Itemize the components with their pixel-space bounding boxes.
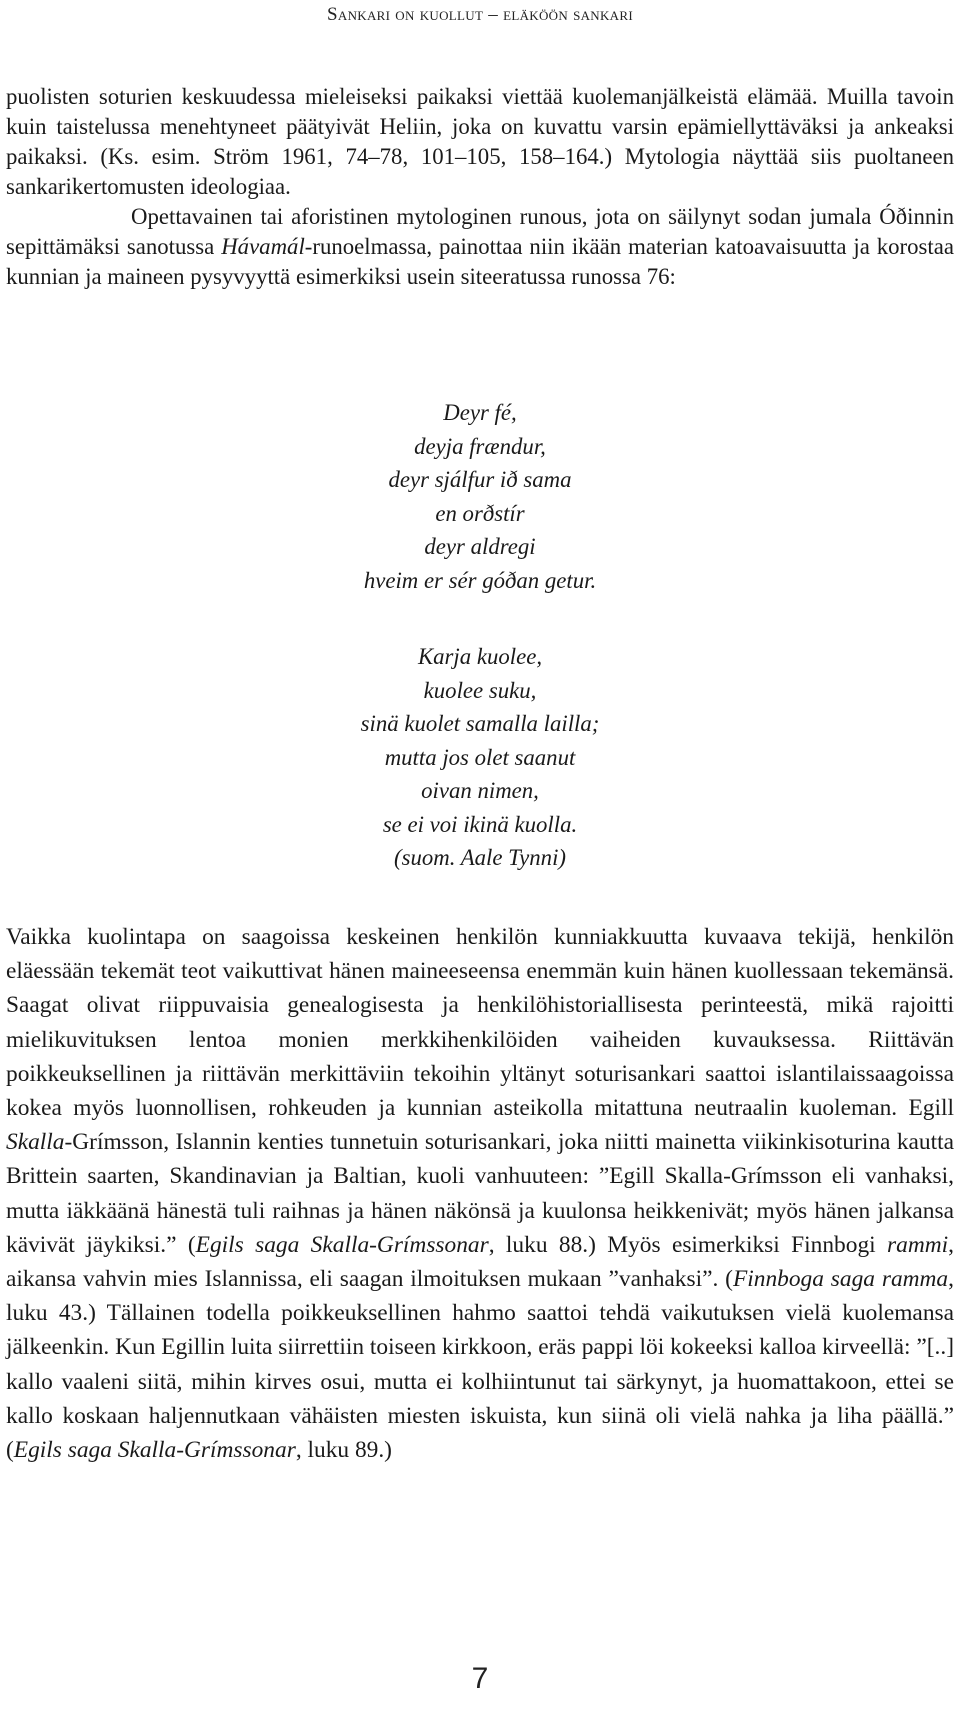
body-section-bottom bbox=[6, 920, 954, 1467]
paragraph-3 bbox=[6, 920, 954, 1467]
poem-original-line: deyr aldregi bbox=[424, 534, 536, 559]
poem-translation-line: sinä kuolet samalla lailla; bbox=[360, 711, 600, 736]
poem-original-line: Deyr fé, bbox=[443, 400, 517, 425]
poem-translation-line: Karja kuolee, bbox=[417, 644, 543, 669]
p3-text: -Grímsson, Islannin kenties tunnetuin soturisankari, joka niitti mainetta viikinkisoturina kautta Brittein saarten, Skandinavian ja Baltian, kuoli vanhuuteen: ”Egill Skalla-Grímsson eli vanhaksi, mutta iäkkäänä hänestä tuli raihnas ja hänen näkönsä ja kuulonsa heikkenivät; myös hänen jalkansa kävivät jäykiksi.” ( bbox=[6, 1129, 954, 1258]
poem-original-line: deyja frændur, bbox=[414, 433, 546, 459]
p3-italic: Egils saga Skalla-Grímssonar bbox=[13, 1437, 296, 1464]
poem-original-line: en orðstír bbox=[435, 500, 525, 526]
p3-text: , luku 43.) Tällainen todella poikkeuksellinen hahmo saattoi tehdä vaikutuksen vielä kuolemansa jälkeenkin. Kun Egillin luita siirrettiin toiseen kirkkoon, eräs pappi löi kokeeksi kalloa kirveellä: ”[..] kallo vaaleni siitä, mihin kirves osui, mutta ei kolhiintunut tai särkynyt, ja huomattakoon, ettei se kallo koskaan haljennutkaan vähäisten miesten iskuista, kun siinä oli vielä nahka ja liha päällä.” ( bbox=[6, 1266, 954, 1464]
p3-italic: Egils saga Skalla-Grímssonar bbox=[195, 1231, 489, 1258]
poem-translation-line: kuolee suku, bbox=[423, 677, 537, 703]
p3-text: , aikansa vahvin mies Islannissa, eli saagan ilmoituksen mukaan ”vanhaksi”. ( bbox=[6, 1231, 954, 1293]
poem-original-line: hveim er sér góðan getur. bbox=[363, 567, 597, 593]
page-number: 7 bbox=[471, 1662, 489, 1695]
poem-original bbox=[0, 396, 960, 597]
running-header: Sankari on kuollut – eläköön sankari bbox=[327, 4, 633, 25]
p3-italic: rammi bbox=[887, 1231, 949, 1258]
p3-text: , luku 88.) Myös esimerkiksi Finnbogi bbox=[488, 1231, 888, 1258]
paragraph-1: puolisten soturien keskuudessa mieleiseksi paikaksi viettää kuolemanjälkeistä elämää. Muilla tavoin kuin taistelussa menehtyneet päätyivät Heliin, joka on kuvattu varsin epämiellyttäväksi ja ankeaksi paikaksi. (Ks. esim. Ström 1961, 74–78, 101–105, 158–164.) Mytologia näyttää siis puoltaneen sankarikertomusten ideologiaa. bbox=[6, 84, 954, 199]
poem-original-line: deyr sjálfur ið sama bbox=[388, 467, 572, 492]
poem-translation-line: se ei voi ikinä kuolla. bbox=[382, 811, 578, 837]
p3-italic: Finnboga saga ramma bbox=[732, 1266, 949, 1293]
body-section-top bbox=[6, 82, 954, 292]
poem-translation-line: mutta jos olet saanut bbox=[384, 744, 576, 770]
poem-translator-credit: (suom. Aale Tynni) bbox=[393, 845, 566, 870]
havamal-title: Hávamál bbox=[221, 234, 305, 259]
paragraph-2-text-b: -runoelmassa, painottaa niin ikään materian katoavaisuutta ja korostaa kunnian ja maineen pysyvyyttä esimerkiksi usein siteeratussa runossa 76: bbox=[6, 234, 954, 289]
paragraph-2 bbox=[6, 202, 954, 292]
p3-text: , luku 89.) bbox=[295, 1437, 392, 1464]
poem-translation-line: oivan nimen, bbox=[421, 778, 539, 803]
paragraph-2-text-a: Opettavainen tai aforistinen mytologinen runous, jota on säilynyt sodan jumala Óðinnin sepittämäksi sanotussa bbox=[6, 204, 954, 259]
p3-italic: Skalla bbox=[6, 1129, 65, 1156]
p3-text: Vaikka kuolintapa on saagoissa keskeinen henkilön kunniakkuutta kuvaava tekijä, henkilön eläessään tekemät teot vaikuttivat hänen maineeseensa enemmän kuin hänen kuollessaan tekemänsä. Saagat olivat riippuvaisia genealogisesta ja henkilöhistoriallisesta perinteestä, mikä rajoitti mielikuvituksen lentoa monien merkkihenkilöiden vaiheiden kuvauksessa. Riittävän poikkeuksellinen ja riittävän merkittäviin tekoihin yltänyt soturisankari saattoi islantilaissaagoissa kokea myös luonnollisen, rohkeuden ja kunnian asteikolla mitattuna neutraalin kuoleman. Egill bbox=[6, 924, 954, 1122]
poem-translation bbox=[0, 640, 960, 875]
